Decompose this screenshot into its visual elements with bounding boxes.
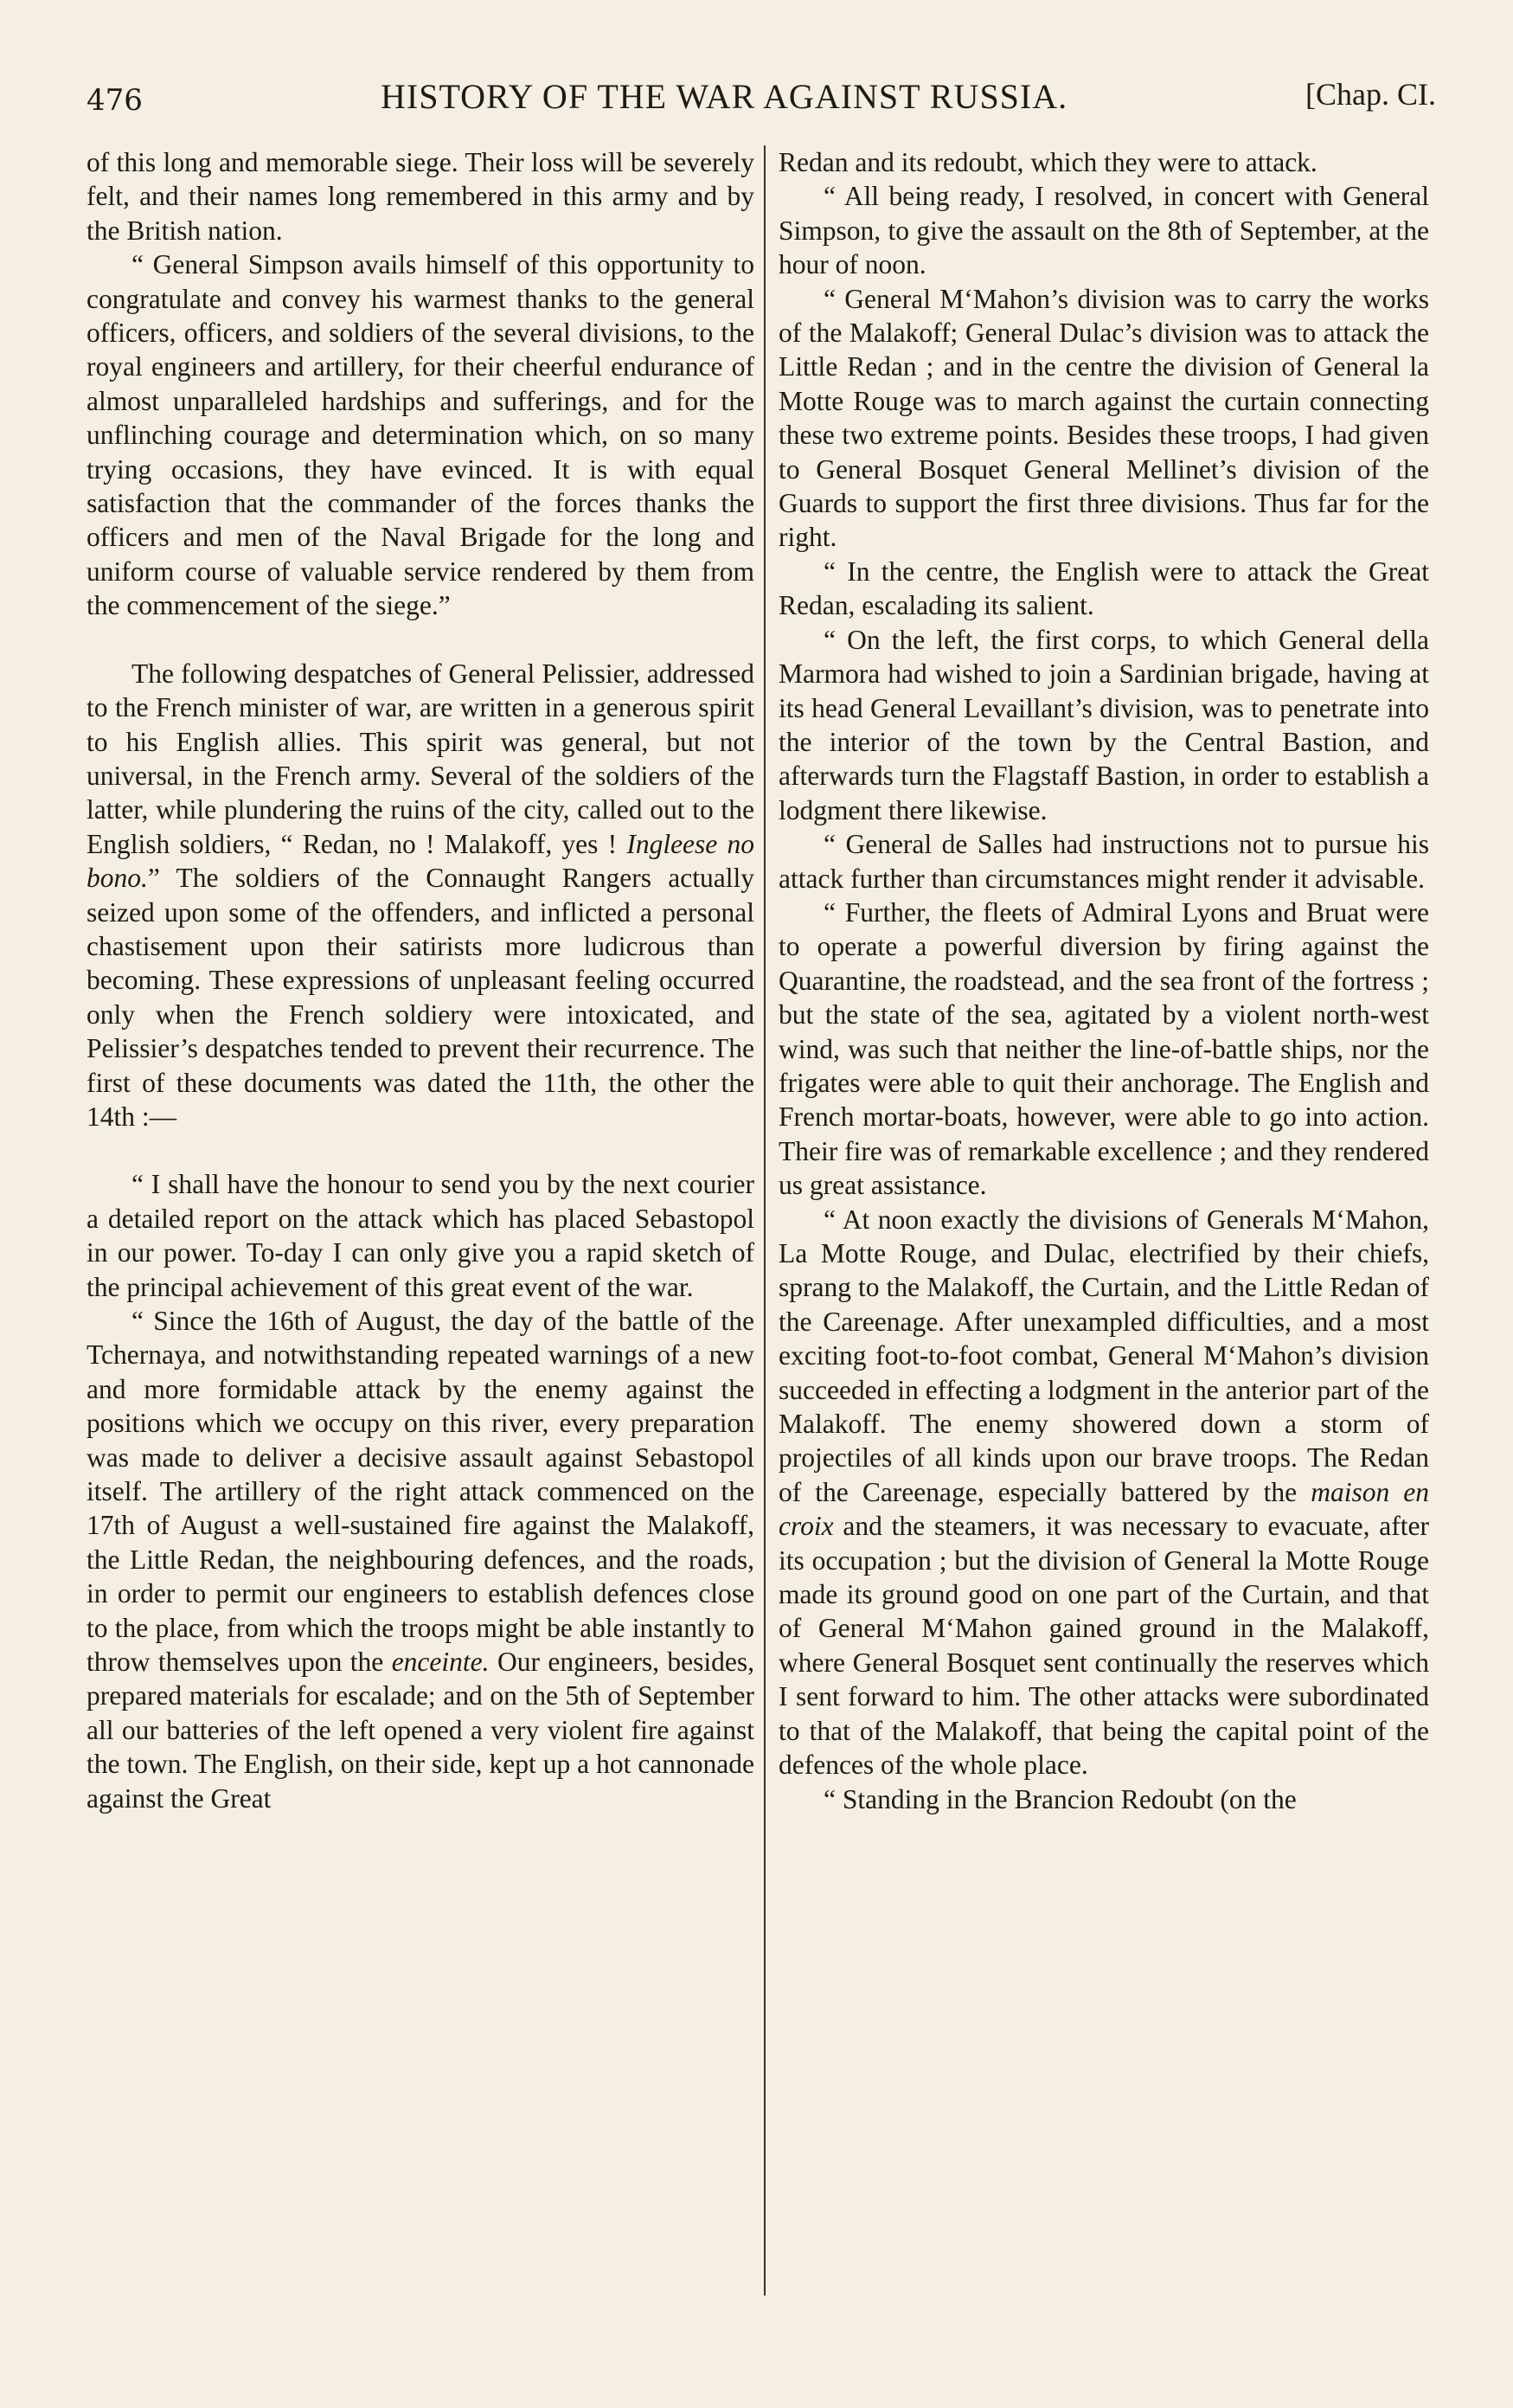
paragraph: “ Standing in the Brancion Redoubt (on the bbox=[824, 1783, 1297, 1814]
paragraph: “ General Simpson avails himself of this opportunity to congratulate and convey his warmest thanks to the general officers, officers, and soldiers of the several divisions, to the royal engineers and artillery, for their cheerful endurance of almost unparalleled hardships and sufferings, and for the unflinching courage and determination which, on so many trying occasions, they have evinced. It is with equal satisfaction that the commander of the forces thanks the officers and men of the Naval Brigade for the long and uniform course of valuable service rendered by them from the commencement of the siege.” bbox=[87, 249, 754, 621]
paragraph: “ All being ready, I resolved, in concert with General Simpson, to give the assault on the 8th of September, at the hour of noon. bbox=[779, 181, 1429, 280]
right-column bbox=[779, 145, 1429, 1816]
paragraph bbox=[779, 1203, 1429, 1782]
paragraph: “ Further, the fleets of Admiral Lyons and Bruat were to operate a powerful diversion by firing against the Quarantine, the roadstead, and the sea front of the fortress ; but the state of the sea, agitated by a violent north-west wind, was such that neither the line-of-battle ships, nor the frigates were able to quit their anchorage. The English and French mortar-boats, however, were able to go into action. Their fire was of remarkable excellence ; and they rendered us great assistance. bbox=[779, 896, 1429, 1201]
page-header bbox=[87, 76, 1436, 128]
column-divider bbox=[764, 145, 766, 2296]
text-run: and the steamers, it was necessary to evacuate, after its occupation ; but the division of General la Motte Rouge made its ground good on one part of the Curtain, and that of General M‘Mahon gained ground in the Malakoff, where General Bosquet sent continually the reserves which I sent forward to him. The other attacks were subordinated to that of the Malakoff, that being the capital point of the defences of the whole place. bbox=[779, 1511, 1429, 1781]
paragraph: “ I shall have the honour to send you by the next courier a detailed report on the attack which has placed Sebastopol in our power. To-day I can only give you a rapid sketch of the principal achievement of this great event of the war. bbox=[87, 1169, 754, 1302]
text-run: “ Since the 16th of August, the day of the battle of the Tchernaya, and notwithstanding repeated warnings of a new and more formidable attack by the enemy against the positions which we occupy on this river, every preparation was made to deliver a decisive assault against Sebastopol itself. The artillery of the right attack commenced on the 17th of August a well-sustained fire against the Malakoff, the Little Redan, the neighbouring defences, and the roads, in order to permit our engineers to establish defences close to the place, from which the troops might be able instantly to throw themselves upon the bbox=[87, 1306, 754, 1678]
italic-text: Ingleese no bono. bbox=[87, 828, 754, 894]
text-run: The following despatches of General Pelissier, addressed to the French minister of war, are written in a generous spirit to his English allies. This spirit was general, but not universal, in the French army. Several of the soldiers of the latter, while plundering the ruins of the city, called out to the English soldiers, “ Redan, no ! Malakoff, yes ! bbox=[87, 658, 754, 859]
paragraph: Redan and its redoubt, which they were to attack. bbox=[779, 147, 1317, 177]
paragraph: of this long and memorable siege. Their loss will be severely felt, and their names long remembered in this army and by the British nation. bbox=[87, 147, 754, 246]
paragraph: “ General de Salles had instructions not to pursue his attack further than circumstances might render it advisable. bbox=[779, 829, 1429, 894]
paragraph: “ On the left, the first corps, to which General della Marmora had wished to join a Sardinian brigade, having at its head General Levaillant’s division, was to penetrate into the interior of the town by the Central Bastion, and afterwards turn the Flagstaff Bastion, in order to establish a lodgment there likewise. bbox=[779, 624, 1429, 825]
text-run: ” The soldiers of the Connaught Rangers actually seized upon some of the offenders, and inflicted a personal chastisement upon their satirists more ludicrous than becoming. These expressions of unpleasant feeling occurred only when the French soldiery were intoxicated, and Pelissier’s despatches tended to prevent their recurrence. The first of these documents was dated the 11th, the other the 14th :— bbox=[87, 863, 754, 1132]
paragraph: “ In the centre, the English were to attack the Great Redan, escalading its salient. bbox=[779, 555, 1429, 621]
paragraph bbox=[87, 657, 754, 1134]
paragraph: “ General M‘Mahon’s division was to carry the works of the Malakoff; General Dulac’s division was to attack the Little Redan ; and in the centre the division of General la Motte Rouge was to march against the curtain connecting these two extreme points. Besides these troops, I had given to General Bosquet General Mellinet’s division of the Guards to support the first three divisions. Thus far for the right. bbox=[779, 283, 1429, 553]
page-number: 476 bbox=[87, 83, 143, 118]
text-run: Our engineers, besides, prepared materials for escalade; and on the 5th of September all our batteries of the left opened a very violent fire against the town. The English, on their side, kept up a hot cannonade against the Great bbox=[87, 1647, 754, 1814]
italic-text: enceinte. bbox=[391, 1647, 490, 1678]
running-title: HISTORY OF THE WAR AGAINST RUSSIA. bbox=[381, 77, 1068, 116]
chapter-reference: [Chap. CI. bbox=[1305, 77, 1436, 112]
text-run: “ At noon exactly the divisions of Generals M‘Mahon, La Motte Rouge, and Dulac, electrified by their chiefs, sprang to the Malakoff, the Curtain, and the Little Redan of the Careenage. After unexampled difficulties, and a most exciting foot-to-foot combat, General M‘Mahon’s division succeeded in effecting a lodgment in the anterior part of the Malakoff. The enemy showered down a storm of projectiles of all kinds upon our brave troops. The Redan of the Careenage, especially battered by the bbox=[779, 1204, 1429, 1507]
paragraph bbox=[87, 1304, 754, 1815]
left-column bbox=[87, 145, 754, 1815]
italic-text: maison en croix bbox=[779, 1476, 1429, 1542]
